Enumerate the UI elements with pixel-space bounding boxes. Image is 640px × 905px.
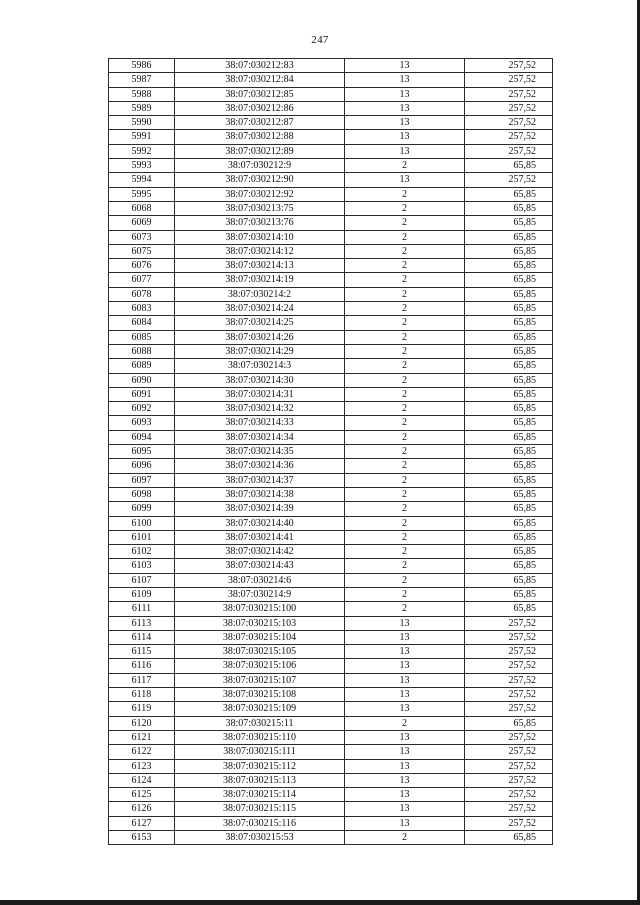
row-number-cell: 6117 bbox=[109, 673, 175, 687]
row-number-cell: 5988 bbox=[109, 87, 175, 101]
cadastral-number-cell: 38:07:030213:76 bbox=[175, 216, 345, 230]
value-cell: 65,85 bbox=[465, 287, 553, 301]
table-row bbox=[109, 516, 553, 530]
cadastral-number-cell: 38:07:030214:6 bbox=[175, 573, 345, 587]
cadastral-number-cell: 38:07:030215:109 bbox=[175, 702, 345, 716]
value-cell: 65,85 bbox=[465, 187, 553, 201]
cadastral-number-cell: 38:07:030215:100 bbox=[175, 602, 345, 616]
cadastral-number-cell: 38:07:030214:32 bbox=[175, 402, 345, 416]
value-cell: 65,85 bbox=[465, 330, 553, 344]
cadastral-number-cell: 38:07:030214:31 bbox=[175, 387, 345, 401]
value-cell: 257,52 bbox=[465, 173, 553, 187]
cadastral-number-cell: 38:07:030215:108 bbox=[175, 688, 345, 702]
cadastral-number-cell: 38:07:030214:30 bbox=[175, 373, 345, 387]
cadastral-number-cell: 38:07:030214:3 bbox=[175, 359, 345, 373]
table-row bbox=[109, 373, 553, 387]
value-cell: 65,85 bbox=[465, 559, 553, 573]
table-row bbox=[109, 831, 553, 845]
count-cell: 13 bbox=[345, 101, 465, 115]
row-number-cell: 6102 bbox=[109, 545, 175, 559]
count-cell: 2 bbox=[345, 445, 465, 459]
count-cell: 2 bbox=[345, 287, 465, 301]
value-cell: 65,85 bbox=[465, 216, 553, 230]
count-cell: 13 bbox=[345, 659, 465, 673]
value-cell: 65,85 bbox=[465, 302, 553, 316]
table-row bbox=[109, 659, 553, 673]
table-row bbox=[109, 545, 553, 559]
value-cell: 65,85 bbox=[465, 273, 553, 287]
table-row bbox=[109, 316, 553, 330]
cadastral-number-cell: 38:07:030212:86 bbox=[175, 101, 345, 115]
count-cell: 2 bbox=[345, 516, 465, 530]
table-row bbox=[109, 816, 553, 830]
value-cell: 65,85 bbox=[465, 387, 553, 401]
row-number-cell: 5992 bbox=[109, 144, 175, 158]
row-number-cell: 6113 bbox=[109, 616, 175, 630]
table-row bbox=[109, 416, 553, 430]
cadastral-number-cell: 38:07:030215:116 bbox=[175, 816, 345, 830]
table-row bbox=[109, 487, 553, 501]
value-cell: 65,85 bbox=[465, 602, 553, 616]
scan-bottom-edge bbox=[0, 900, 640, 905]
cadastral-number-cell: 38:07:030215:105 bbox=[175, 645, 345, 659]
row-number-cell: 6119 bbox=[109, 702, 175, 716]
row-number-cell: 6114 bbox=[109, 630, 175, 644]
value-cell: 65,85 bbox=[465, 230, 553, 244]
count-cell: 2 bbox=[345, 559, 465, 573]
table-row bbox=[109, 502, 553, 516]
value-cell: 65,85 bbox=[465, 502, 553, 516]
value-cell: 65,85 bbox=[465, 831, 553, 845]
row-number-cell: 6096 bbox=[109, 459, 175, 473]
table-row bbox=[109, 287, 553, 301]
cadastral-number-cell: 38:07:030214:19 bbox=[175, 273, 345, 287]
table-row bbox=[109, 330, 553, 344]
count-cell: 13 bbox=[345, 116, 465, 130]
cadastral-number-cell: 38:07:030214:37 bbox=[175, 473, 345, 487]
cadastral-number-cell: 38:07:030214:34 bbox=[175, 430, 345, 444]
cadastral-number-cell: 38:07:030215:112 bbox=[175, 759, 345, 773]
table-row bbox=[109, 201, 553, 215]
value-cell: 65,85 bbox=[465, 473, 553, 487]
row-number-cell: 5987 bbox=[109, 73, 175, 87]
value-cell: 257,52 bbox=[465, 759, 553, 773]
cadastral-number-cell: 38:07:030212:92 bbox=[175, 187, 345, 201]
count-cell: 2 bbox=[345, 402, 465, 416]
table-row bbox=[109, 259, 553, 273]
value-cell: 65,85 bbox=[465, 359, 553, 373]
count-cell: 2 bbox=[345, 273, 465, 287]
table-row bbox=[109, 359, 553, 373]
cadastral-number-cell: 38:07:030215:104 bbox=[175, 630, 345, 644]
table-row bbox=[109, 216, 553, 230]
cadastral-number-cell: 38:07:030214:13 bbox=[175, 259, 345, 273]
value-cell: 257,52 bbox=[465, 616, 553, 630]
row-number-cell: 6121 bbox=[109, 730, 175, 744]
row-number-cell: 6120 bbox=[109, 716, 175, 730]
row-number-cell: 6116 bbox=[109, 659, 175, 673]
table-row bbox=[109, 87, 553, 101]
cadastral-number-cell: 38:07:030212:9 bbox=[175, 159, 345, 173]
count-cell: 13 bbox=[345, 173, 465, 187]
value-cell: 65,85 bbox=[465, 530, 553, 544]
row-number-cell: 6103 bbox=[109, 559, 175, 573]
count-cell: 13 bbox=[345, 773, 465, 787]
count-cell: 13 bbox=[345, 745, 465, 759]
row-number-cell: 6099 bbox=[109, 502, 175, 516]
cadastral-number-cell: 38:07:030212:90 bbox=[175, 173, 345, 187]
value-cell: 65,85 bbox=[465, 244, 553, 258]
cadastral-number-cell: 38:07:030214:43 bbox=[175, 559, 345, 573]
count-cell: 13 bbox=[345, 688, 465, 702]
table-body bbox=[109, 59, 553, 845]
table-row bbox=[109, 344, 553, 358]
table-row bbox=[109, 230, 553, 244]
value-cell: 257,52 bbox=[465, 816, 553, 830]
value-cell: 257,52 bbox=[465, 645, 553, 659]
count-cell: 2 bbox=[345, 430, 465, 444]
row-number-cell: 6153 bbox=[109, 831, 175, 845]
value-cell: 65,85 bbox=[465, 373, 553, 387]
row-number-cell: 6077 bbox=[109, 273, 175, 287]
cadastral-number-cell: 38:07:030215:113 bbox=[175, 773, 345, 787]
row-number-cell: 5993 bbox=[109, 159, 175, 173]
table-row bbox=[109, 101, 553, 115]
value-cell: 65,85 bbox=[465, 587, 553, 601]
table-row bbox=[109, 616, 553, 630]
count-cell: 2 bbox=[345, 502, 465, 516]
cadastral-number-cell: 38:07:030214:25 bbox=[175, 316, 345, 330]
count-cell: 13 bbox=[345, 802, 465, 816]
row-number-cell: 6127 bbox=[109, 816, 175, 830]
row-number-cell: 6073 bbox=[109, 230, 175, 244]
count-cell: 2 bbox=[345, 316, 465, 330]
table-row bbox=[109, 445, 553, 459]
table-row bbox=[109, 430, 553, 444]
row-number-cell: 6126 bbox=[109, 802, 175, 816]
cadastral-number-cell: 38:07:030214:9 bbox=[175, 587, 345, 601]
count-cell: 2 bbox=[345, 344, 465, 358]
row-number-cell: 6078 bbox=[109, 287, 175, 301]
value-cell: 65,85 bbox=[465, 516, 553, 530]
table-row bbox=[109, 459, 553, 473]
table-row bbox=[109, 688, 553, 702]
table-row bbox=[109, 187, 553, 201]
value-cell: 65,85 bbox=[465, 430, 553, 444]
table-row bbox=[109, 573, 553, 587]
value-cell: 257,52 bbox=[465, 802, 553, 816]
cadastral-table bbox=[108, 58, 553, 845]
count-cell: 2 bbox=[345, 831, 465, 845]
value-cell: 257,52 bbox=[465, 702, 553, 716]
table-row bbox=[109, 802, 553, 816]
value-cell: 65,85 bbox=[465, 416, 553, 430]
cadastral-number-cell: 38:07:030212:83 bbox=[175, 59, 345, 73]
table-row bbox=[109, 116, 553, 130]
row-number-cell: 5995 bbox=[109, 187, 175, 201]
cadastral-number-cell: 38:07:030212:85 bbox=[175, 87, 345, 101]
value-cell: 65,85 bbox=[465, 487, 553, 501]
cadastral-number-cell: 38:07:030215:115 bbox=[175, 802, 345, 816]
count-cell: 2 bbox=[345, 373, 465, 387]
row-number-cell: 6094 bbox=[109, 430, 175, 444]
count-cell: 2 bbox=[345, 473, 465, 487]
count-cell: 13 bbox=[345, 630, 465, 644]
value-cell: 257,52 bbox=[465, 59, 553, 73]
cadastral-number-cell: 38:07:030214:29 bbox=[175, 344, 345, 358]
table-row bbox=[109, 773, 553, 787]
count-cell: 2 bbox=[345, 416, 465, 430]
value-cell: 257,52 bbox=[465, 688, 553, 702]
table-row bbox=[109, 130, 553, 144]
row-number-cell: 6085 bbox=[109, 330, 175, 344]
cadastral-number-cell: 38:07:030214:26 bbox=[175, 330, 345, 344]
count-cell: 2 bbox=[345, 387, 465, 401]
row-number-cell: 6123 bbox=[109, 759, 175, 773]
value-cell: 65,85 bbox=[465, 259, 553, 273]
table-row bbox=[109, 788, 553, 802]
row-number-cell: 6090 bbox=[109, 373, 175, 387]
cadastral-number-cell: 38:07:030214:10 bbox=[175, 230, 345, 244]
row-number-cell: 5986 bbox=[109, 59, 175, 73]
count-cell: 2 bbox=[345, 201, 465, 215]
count-cell: 13 bbox=[345, 788, 465, 802]
cadastral-number-cell: 38:07:030212:88 bbox=[175, 130, 345, 144]
count-cell: 2 bbox=[345, 359, 465, 373]
value-cell: 65,85 bbox=[465, 716, 553, 730]
table-row bbox=[109, 630, 553, 644]
table-row bbox=[109, 559, 553, 573]
row-number-cell: 6109 bbox=[109, 587, 175, 601]
count-cell: 2 bbox=[345, 216, 465, 230]
table-row bbox=[109, 530, 553, 544]
cadastral-number-cell: 38:07:030214:38 bbox=[175, 487, 345, 501]
row-number-cell: 6098 bbox=[109, 487, 175, 501]
cadastral-number-cell: 38:07:030214:35 bbox=[175, 445, 345, 459]
row-number-cell: 6084 bbox=[109, 316, 175, 330]
cadastral-number-cell: 38:07:030215:111 bbox=[175, 745, 345, 759]
row-number-cell: 6097 bbox=[109, 473, 175, 487]
count-cell: 2 bbox=[345, 259, 465, 273]
cadastral-number-cell: 38:07:030212:87 bbox=[175, 116, 345, 130]
table-row bbox=[109, 673, 553, 687]
cadastral-number-cell: 38:07:030215:53 bbox=[175, 831, 345, 845]
value-cell: 257,52 bbox=[465, 788, 553, 802]
row-number-cell: 6068 bbox=[109, 201, 175, 215]
cadastral-number-cell: 38:07:030214:39 bbox=[175, 502, 345, 516]
value-cell: 65,85 bbox=[465, 402, 553, 416]
table-row bbox=[109, 173, 553, 187]
row-number-cell: 6089 bbox=[109, 359, 175, 373]
value-cell: 65,85 bbox=[465, 159, 553, 173]
value-cell: 257,52 bbox=[465, 101, 553, 115]
value-cell: 257,52 bbox=[465, 659, 553, 673]
table-row bbox=[109, 387, 553, 401]
value-cell: 65,85 bbox=[465, 545, 553, 559]
table-row bbox=[109, 745, 553, 759]
count-cell: 2 bbox=[345, 602, 465, 616]
count-cell: 2 bbox=[345, 487, 465, 501]
table-row bbox=[109, 716, 553, 730]
count-cell: 13 bbox=[345, 59, 465, 73]
cadastral-number-cell: 38:07:030212:89 bbox=[175, 144, 345, 158]
value-cell: 257,52 bbox=[465, 673, 553, 687]
cadastral-number-cell: 38:07:030214:12 bbox=[175, 244, 345, 258]
count-cell: 2 bbox=[345, 230, 465, 244]
cadastral-number-cell: 38:07:030214:33 bbox=[175, 416, 345, 430]
value-cell: 257,52 bbox=[465, 730, 553, 744]
table-row bbox=[109, 273, 553, 287]
table-row bbox=[109, 730, 553, 744]
count-cell: 2 bbox=[345, 459, 465, 473]
row-number-cell: 5989 bbox=[109, 101, 175, 115]
row-number-cell: 6115 bbox=[109, 645, 175, 659]
table-row bbox=[109, 759, 553, 773]
count-cell: 13 bbox=[345, 816, 465, 830]
count-cell: 2 bbox=[345, 716, 465, 730]
table-row bbox=[109, 159, 553, 173]
value-cell: 257,52 bbox=[465, 773, 553, 787]
cadastral-number-cell: 38:07:030214:42 bbox=[175, 545, 345, 559]
cadastral-number-cell: 38:07:030214:2 bbox=[175, 287, 345, 301]
value-cell: 257,52 bbox=[465, 630, 553, 644]
row-number-cell: 6111 bbox=[109, 602, 175, 616]
row-number-cell: 6093 bbox=[109, 416, 175, 430]
value-cell: 65,85 bbox=[465, 445, 553, 459]
table-row bbox=[109, 402, 553, 416]
count-cell: 13 bbox=[345, 616, 465, 630]
value-cell: 65,85 bbox=[465, 201, 553, 215]
count-cell: 13 bbox=[345, 144, 465, 158]
cadastral-number-cell: 38:07:030214:40 bbox=[175, 516, 345, 530]
row-number-cell: 5991 bbox=[109, 130, 175, 144]
row-number-cell: 6101 bbox=[109, 530, 175, 544]
value-cell: 65,85 bbox=[465, 316, 553, 330]
table-row bbox=[109, 587, 553, 601]
count-cell: 13 bbox=[345, 73, 465, 87]
count-cell: 13 bbox=[345, 645, 465, 659]
table-row bbox=[109, 73, 553, 87]
value-cell: 257,52 bbox=[465, 144, 553, 158]
row-number-cell: 6075 bbox=[109, 244, 175, 258]
row-number-cell: 6091 bbox=[109, 387, 175, 401]
cadastral-number-cell: 38:07:030214:41 bbox=[175, 530, 345, 544]
cadastral-number-cell: 38:07:030215:106 bbox=[175, 659, 345, 673]
count-cell: 2 bbox=[345, 302, 465, 316]
count-cell: 2 bbox=[345, 530, 465, 544]
table-row bbox=[109, 602, 553, 616]
count-cell: 2 bbox=[345, 330, 465, 344]
value-cell: 257,52 bbox=[465, 745, 553, 759]
count-cell: 2 bbox=[345, 187, 465, 201]
row-number-cell: 6125 bbox=[109, 788, 175, 802]
cadastral-number-cell: 38:07:030214:24 bbox=[175, 302, 345, 316]
cadastral-number-cell: 38:07:030215:107 bbox=[175, 673, 345, 687]
value-cell: 257,52 bbox=[465, 130, 553, 144]
value-cell: 65,85 bbox=[465, 573, 553, 587]
count-cell: 13 bbox=[345, 730, 465, 744]
value-cell: 257,52 bbox=[465, 73, 553, 87]
row-number-cell: 6095 bbox=[109, 445, 175, 459]
cadastral-number-cell: 38:07:030215:110 bbox=[175, 730, 345, 744]
row-number-cell: 6100 bbox=[109, 516, 175, 530]
value-cell: 65,85 bbox=[465, 459, 553, 473]
table-row bbox=[109, 702, 553, 716]
count-cell: 13 bbox=[345, 87, 465, 101]
row-number-cell: 6118 bbox=[109, 688, 175, 702]
count-cell: 2 bbox=[345, 545, 465, 559]
page-number: 247 bbox=[311, 34, 329, 46]
value-cell: 257,52 bbox=[465, 116, 553, 130]
row-number-cell: 6088 bbox=[109, 344, 175, 358]
cadastral-number-cell: 38:07:030213:75 bbox=[175, 201, 345, 215]
row-number-cell: 5994 bbox=[109, 173, 175, 187]
count-cell: 13 bbox=[345, 673, 465, 687]
row-number-cell: 6083 bbox=[109, 302, 175, 316]
count-cell: 13 bbox=[345, 702, 465, 716]
value-cell: 257,52 bbox=[465, 87, 553, 101]
cadastral-number-cell: 38:07:030215:103 bbox=[175, 616, 345, 630]
row-number-cell: 6107 bbox=[109, 573, 175, 587]
count-cell: 13 bbox=[345, 130, 465, 144]
table-row bbox=[109, 473, 553, 487]
count-cell: 13 bbox=[345, 759, 465, 773]
table-row bbox=[109, 144, 553, 158]
table-row bbox=[109, 59, 553, 73]
row-number-cell: 6076 bbox=[109, 259, 175, 273]
count-cell: 2 bbox=[345, 159, 465, 173]
row-number-cell: 5990 bbox=[109, 116, 175, 130]
table-row bbox=[109, 302, 553, 316]
row-number-cell: 6092 bbox=[109, 402, 175, 416]
row-number-cell: 6122 bbox=[109, 745, 175, 759]
cadastral-number-cell: 38:07:030215:11 bbox=[175, 716, 345, 730]
count-cell: 2 bbox=[345, 587, 465, 601]
row-number-cell: 6069 bbox=[109, 216, 175, 230]
value-cell: 65,85 bbox=[465, 344, 553, 358]
row-number-cell: 6124 bbox=[109, 773, 175, 787]
count-cell: 2 bbox=[345, 573, 465, 587]
table-row bbox=[109, 645, 553, 659]
table-row bbox=[109, 244, 553, 258]
cadastral-number-cell: 38:07:030212:84 bbox=[175, 73, 345, 87]
cadastral-number-cell: 38:07:030215:114 bbox=[175, 788, 345, 802]
cadastral-number-cell: 38:07:030214:36 bbox=[175, 459, 345, 473]
count-cell: 2 bbox=[345, 244, 465, 258]
